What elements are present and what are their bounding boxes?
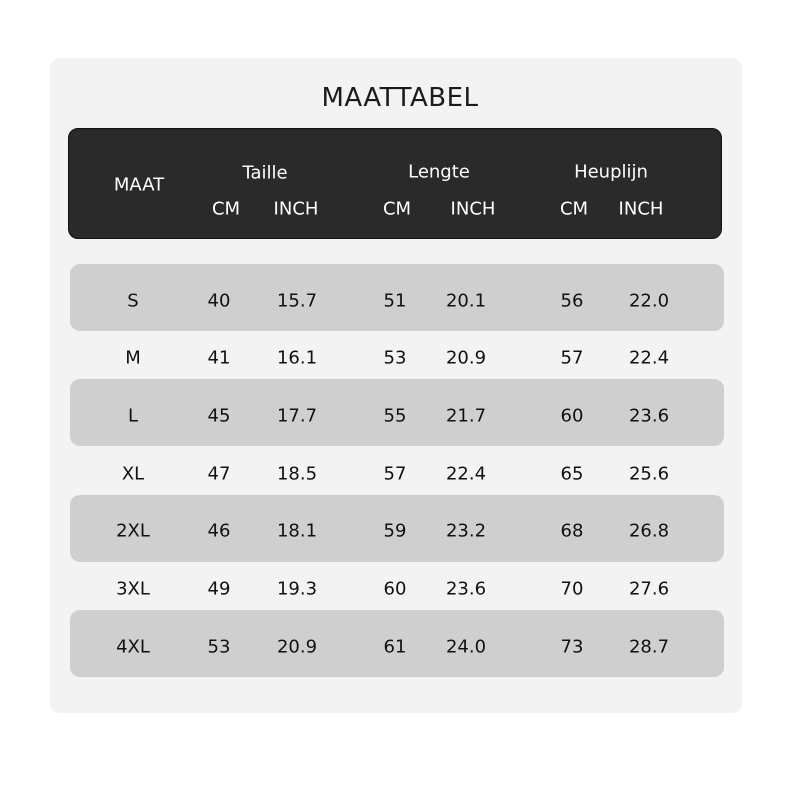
size-cell: 2XL xyxy=(116,520,150,542)
value-cell: 61 xyxy=(383,636,407,658)
unit-header: INCH xyxy=(273,198,319,220)
value-cell: 15.7 xyxy=(276,290,318,311)
group-header-lengte: Lengte xyxy=(408,161,470,183)
value-cell: 57 xyxy=(560,347,584,369)
value-cell: 22.0 xyxy=(628,290,670,311)
size-column-header: MAAT xyxy=(113,174,165,196)
page-title: MAATTABEL xyxy=(321,83,479,113)
table-row xyxy=(70,264,724,331)
unit-header: INCH xyxy=(618,198,664,220)
value-cell: 18.5 xyxy=(276,463,318,485)
value-cell: 23.6 xyxy=(445,578,487,600)
value-cell: 56 xyxy=(560,290,584,311)
value-cell: 70 xyxy=(560,578,584,600)
table-header xyxy=(68,128,722,239)
unit-header: CM xyxy=(382,198,412,220)
table-row xyxy=(70,495,724,562)
value-cell: 23.6 xyxy=(628,405,670,427)
value-cell: 51 xyxy=(383,290,407,311)
value-cell: 47 xyxy=(207,463,231,485)
value-cell: 17.7 xyxy=(276,405,318,427)
size-cell: S xyxy=(127,290,139,311)
value-cell: 22.4 xyxy=(445,463,487,485)
value-cell: 53 xyxy=(383,347,407,369)
value-cell: 40 xyxy=(207,290,231,311)
size-cell: XL xyxy=(121,463,145,485)
size-cell: M xyxy=(125,347,141,369)
value-cell: 19.3 xyxy=(276,578,318,600)
value-cell: 60 xyxy=(560,405,584,427)
unit-header: INCH xyxy=(450,198,496,220)
unit-header: CM xyxy=(559,198,589,220)
value-cell: 16.1 xyxy=(276,347,318,369)
unit-header: CM xyxy=(211,198,241,220)
value-cell: 46 xyxy=(207,520,231,542)
value-cell: 22.4 xyxy=(628,347,670,369)
value-cell: 24.0 xyxy=(445,636,487,658)
value-cell: 18.1 xyxy=(276,520,318,542)
value-cell: 28.7 xyxy=(628,636,670,658)
table-row xyxy=(70,610,724,677)
value-cell: 55 xyxy=(383,405,407,427)
size-cell: 3XL xyxy=(116,578,150,600)
value-cell: 26.8 xyxy=(628,520,670,542)
value-cell: 73 xyxy=(560,636,584,658)
value-cell: 41 xyxy=(207,347,231,369)
value-cell: 27.6 xyxy=(628,578,670,600)
size-cell: 4XL xyxy=(116,636,150,658)
value-cell: 20.1 xyxy=(445,290,487,311)
value-cell: 25.6 xyxy=(628,463,670,485)
value-cell: 45 xyxy=(207,405,231,427)
value-cell: 23.2 xyxy=(445,520,487,542)
value-cell: 20.9 xyxy=(276,636,318,658)
group-header-heuplijn: Heuplijn xyxy=(574,161,648,183)
value-cell: 57 xyxy=(383,463,407,485)
value-cell: 21.7 xyxy=(445,405,487,427)
value-cell: 60 xyxy=(383,578,407,600)
value-cell: 59 xyxy=(383,520,407,542)
group-header-taille: Taille xyxy=(242,162,288,184)
value-cell: 20.9 xyxy=(445,347,487,369)
value-cell: 65 xyxy=(560,463,584,485)
value-cell: 53 xyxy=(207,636,231,658)
value-cell: 68 xyxy=(560,520,584,542)
size-cell: L xyxy=(127,405,139,427)
value-cell: 49 xyxy=(207,578,231,600)
